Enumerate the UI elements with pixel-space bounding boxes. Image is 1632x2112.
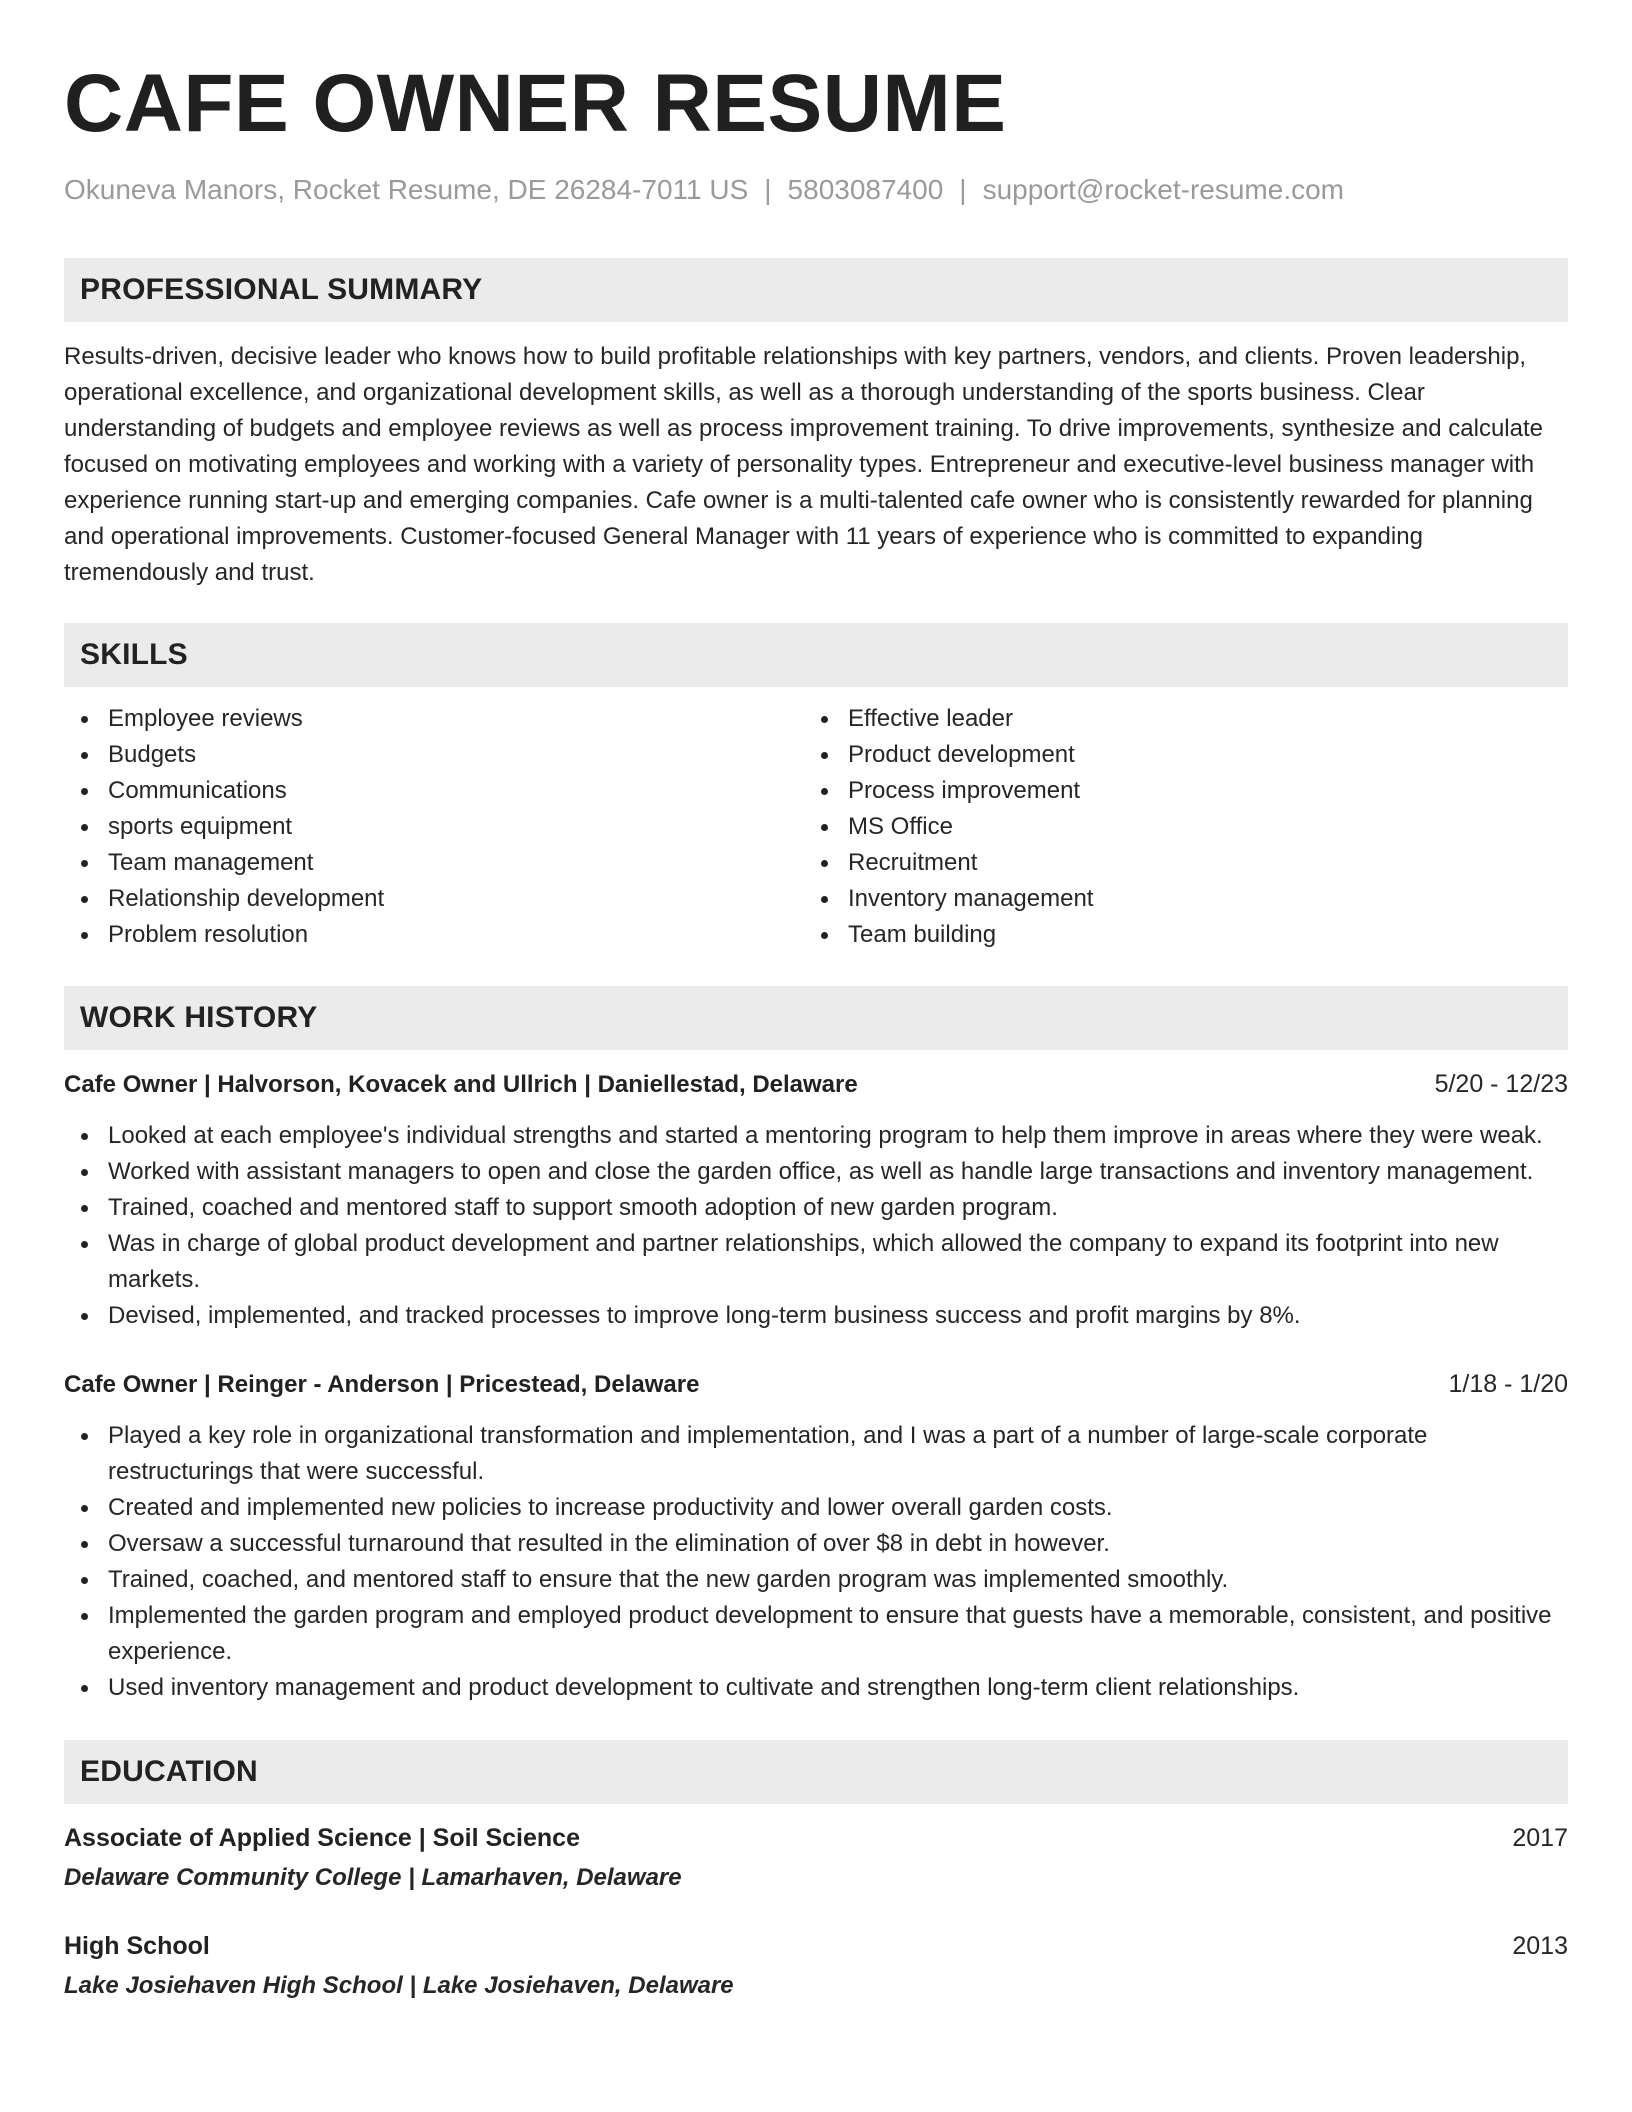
resume-title: CAFE OWNER RESUME [64, 58, 1007, 149]
contact-address: Okuneva Manors, Rocket Resume, DE 26284-7011 US [64, 174, 749, 205]
job-header [64, 1066, 1568, 1103]
skill-item: MS Office [804, 809, 1544, 845]
skills-column-right [804, 701, 1544, 953]
skill-item: Product development [804, 737, 1544, 773]
education-year: 2013 [1512, 1932, 1568, 1960]
job-entry [64, 1366, 1568, 1706]
job-entry [64, 1066, 1568, 1334]
job-bullet: Was in charge of global product development and partner relationships, which allowed the company to expand its footprint into new markets. [64, 1226, 1568, 1298]
job-bullets [64, 1418, 1568, 1706]
skill-item: Team management [64, 845, 804, 881]
education-entry [64, 1928, 1568, 2004]
job-bullet: Looked at each employee's individual strengths and started a mentoring program to help them improve in areas where they were weak. [64, 1118, 1568, 1154]
education-header [64, 1928, 1568, 1964]
contact-phone: 5803087400 [787, 174, 944, 205]
job-header [64, 1366, 1568, 1403]
summary-paragraph: Results-driven, decisive leader who knows how to build profitable relationships with key partners, vendors, and clients. Proven leadership, operational excellence, and organizational development skills, as well as a thorough understanding of the sports business. Clear understanding of budgets and employee reviews as well as process improvement training. To drive improvements, synthesize and calculate focused on motivating employees and working with a variety of personality types. Entrepreneur and executive-level business manager with experience running start-up and emerging companies. Cafe owner is a multi-talented cafe owner who is consistently rewarded for planning and operational improvements. Customer-focused General Manager with 11 years of experience who is committed to expanding tremendously and trust. [64, 343, 1543, 586]
skill-item: sports equipment [64, 809, 804, 845]
job-bullet: Trained, coached, and mentored staff to ensure that the new garden program was implemented smoothly. [64, 1562, 1568, 1598]
job-bullet: Oversaw a successful turnaround that resulted in the elimination of over $8 in debt in however. [64, 1526, 1568, 1562]
job-bullet: Trained, coached and mentored staff to support smooth adoption of new garden program. [64, 1190, 1568, 1226]
contact-email: support@rocket-resume.com [982, 174, 1344, 205]
job-bullet: Used inventory management and product development to cultivate and strengthen long-term client relationships. [64, 1670, 1568, 1706]
skill-item: Effective leader [804, 701, 1544, 737]
section-heading-work-history: WORK HISTORY [64, 986, 1568, 1050]
job-title: Cafe Owner | Reinger - Anderson | Pricestead, Delaware [64, 1371, 700, 1398]
job-bullets [64, 1118, 1568, 1334]
job-bullet: Played a key role in organizational transformation and implementation, and I was a part of a number of large-scale corporate restructurings that were successful. [64, 1418, 1568, 1490]
job-dates: 5/20 - 12/23 [1434, 1070, 1568, 1098]
skill-item: Recruitment [804, 845, 1544, 881]
skill-item: Team building [804, 917, 1544, 953]
skill-item: Problem resolution [64, 917, 804, 953]
skill-item: Budgets [64, 737, 804, 773]
education-school: Delaware Community College | Lamarhaven, Delaware [64, 1864, 682, 1891]
contact-line [64, 172, 1568, 208]
section-heading-summary: PROFESSIONAL SUMMARY [64, 258, 1568, 322]
skill-item: Relationship development [64, 881, 804, 917]
education-degree: High School [64, 1932, 210, 1960]
job-bullet: Implemented the garden program and employed product development to ensure that guests have a memorable, consistent, and positive experience. [64, 1598, 1568, 1670]
education-header [64, 1820, 1568, 1856]
skills-column-left [64, 701, 804, 953]
section-heading-skills: SKILLS [64, 623, 1568, 687]
skills-list [64, 701, 1568, 953]
skill-item: Employee reviews [64, 701, 804, 737]
job-bullet: Created and implemented new policies to increase productivity and lower overall garden costs. [64, 1490, 1568, 1526]
skill-item: Inventory management [804, 881, 1544, 917]
job-bullet: Devised, implemented, and tracked processes to improve long-term business success and profit margins by 8%. [64, 1298, 1568, 1334]
job-dates: 1/18 - 1/20 [1448, 1370, 1568, 1398]
section-heading-education: EDUCATION [64, 1740, 1568, 1804]
skill-item: Process improvement [804, 773, 1544, 809]
job-title: Cafe Owner | Halvorson, Kovacek and Ullrich | Daniellestad, Delaware [64, 1071, 858, 1098]
contact-separator: | [764, 174, 772, 205]
skill-item: Communications [64, 773, 804, 809]
job-bullet: Worked with assistant managers to open and close the garden office, as well as handle large transactions and inventory management. [64, 1154, 1568, 1190]
education-year: 2017 [1512, 1824, 1568, 1852]
education-entry [64, 1820, 1568, 1896]
education-degree: Associate of Applied Science | Soil Science [64, 1824, 580, 1852]
contact-separator: | [959, 174, 967, 205]
education-school: Lake Josiehaven High School | Lake Josiehaven, Delaware [64, 1972, 734, 1999]
